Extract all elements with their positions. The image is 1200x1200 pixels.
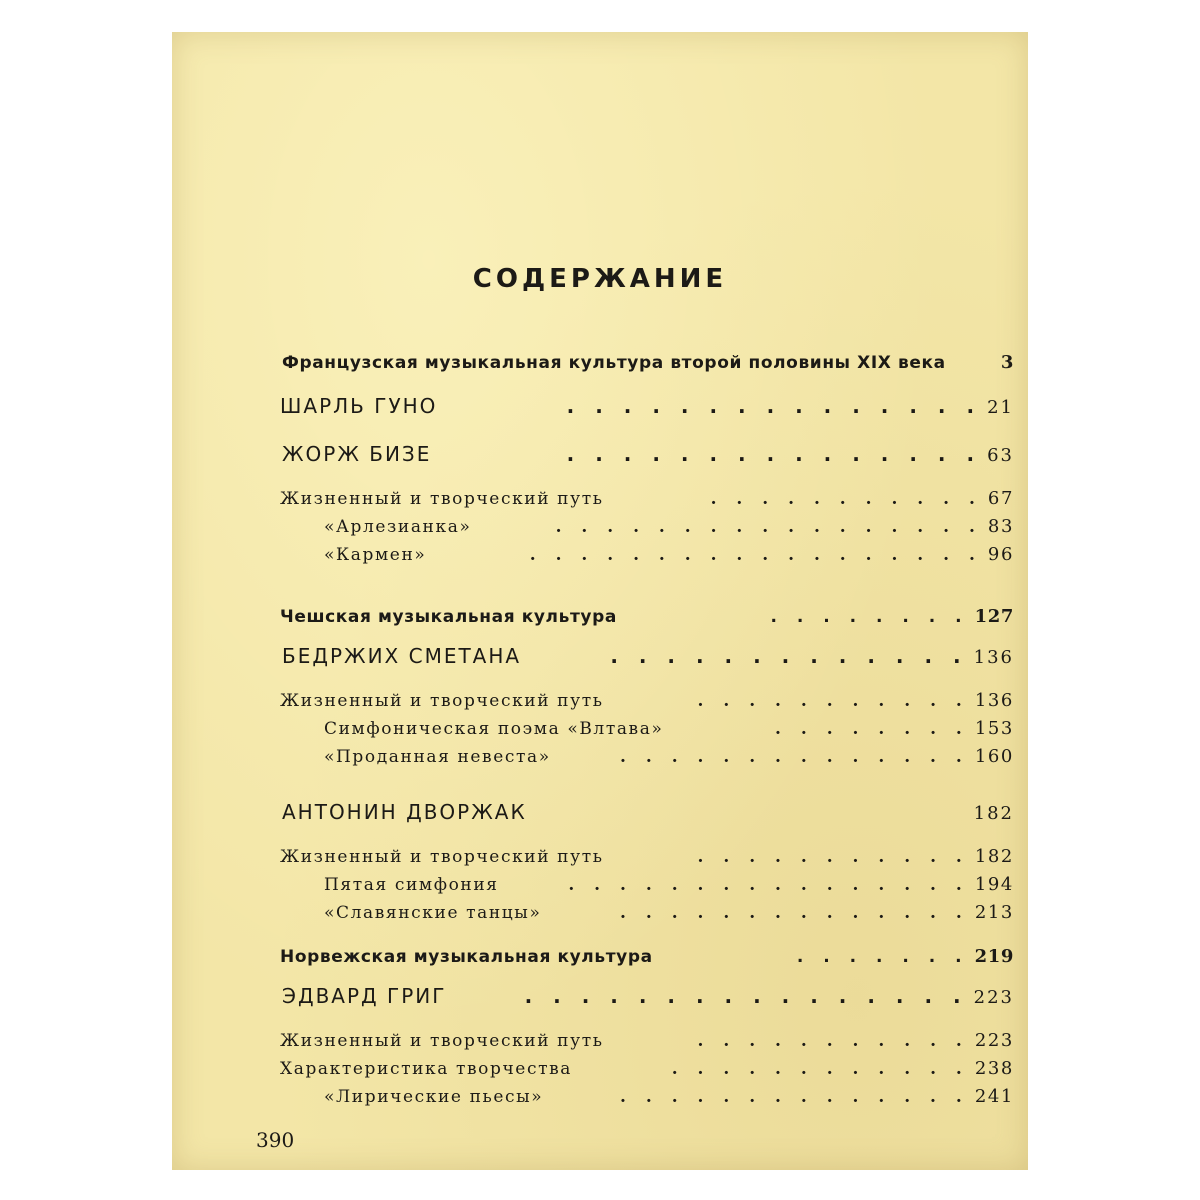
toc-leader-dots: . . . . . . . . . . . bbox=[697, 847, 969, 867]
toc-page-number: 67 bbox=[987, 488, 1014, 509]
toc-entry-label: ЖОРЖ БИЗЕ bbox=[282, 442, 432, 466]
toc-page-number: 136 bbox=[974, 690, 1014, 711]
toc-leader-dots: . . . . . . . . . . . . . bbox=[610, 644, 968, 668]
toc-leader-dots: . . . . . . . . . . . . . . . . bbox=[524, 984, 968, 1008]
toc-entry-label: Норвежская музыкальная культура bbox=[280, 947, 653, 967]
toc-leader-dots: . . . . . . . . . . . . . . bbox=[620, 903, 969, 923]
toc-entry-label: Жизненный и творческий путь bbox=[280, 691, 604, 711]
toc-entry-label: «Кармен» bbox=[324, 545, 427, 565]
toc-entry-french-culture bbox=[282, 352, 1014, 373]
toc-entry-label: Французская музыкальная культура второй половины XIX века bbox=[282, 353, 946, 373]
toc-entry-dvorak-life bbox=[280, 846, 1014, 867]
toc-entry-gounod bbox=[280, 394, 1014, 418]
toc-page-number: 194 bbox=[974, 874, 1014, 895]
toc-page-number: 136 bbox=[973, 647, 1014, 668]
toc-page-number: 241 bbox=[974, 1086, 1014, 1107]
toc-entry-label: Характеристика творчества bbox=[280, 1059, 573, 1079]
toc-leader-dots: . . . . . . . . . . . bbox=[697, 1031, 969, 1051]
toc-leader-dots: . . . . . . . . bbox=[775, 719, 969, 739]
toc-entry-label: Жизненный и творческий путь bbox=[280, 489, 604, 509]
toc-leader-dots: . . . . . . . . . . . . . . bbox=[620, 1087, 969, 1107]
toc-entry-label: ШАРЛЬ ГУНО bbox=[280, 394, 438, 418]
page-title: СОДЕРЖАНИЕ bbox=[472, 264, 728, 294]
toc-entry-bizet-life bbox=[280, 488, 1014, 509]
toc-page-number: 127 bbox=[974, 606, 1014, 627]
toc-page-number: 219 bbox=[974, 946, 1014, 967]
toc-page-number: 223 bbox=[974, 1030, 1014, 1051]
toc-entry-bartered-bride bbox=[324, 746, 1014, 767]
toc-page-number: 83 bbox=[987, 516, 1014, 537]
toc-entry-label: ЭДВАРД ГРИГ bbox=[282, 984, 447, 1008]
toc-entry-norwegian-culture bbox=[280, 946, 1014, 967]
toc-page-number: 182 bbox=[973, 803, 1014, 824]
toc-entry-slavonic-dances bbox=[324, 902, 1014, 923]
toc-page-number: 223 bbox=[973, 987, 1014, 1008]
toc-entry-fifth-symphony bbox=[324, 874, 1014, 895]
book-page bbox=[172, 32, 1028, 1170]
toc-entry-smetana-life bbox=[280, 690, 1014, 711]
toc-leader-dots: . . . . . . . . . . . . . . . bbox=[566, 442, 982, 466]
toc-entry-grieg bbox=[282, 984, 1014, 1008]
toc-page-number: 96 bbox=[987, 544, 1014, 565]
toc-entry-grieg-characteristics bbox=[280, 1058, 1014, 1079]
toc-leader-dots: . . . . . . . . bbox=[770, 607, 969, 627]
toc-page-number: 182 bbox=[974, 846, 1014, 867]
toc-page-number: 213 bbox=[974, 902, 1014, 923]
toc-leader-dots: . . . . . . . . . . . bbox=[710, 489, 982, 509]
toc-leader-dots: . . . . . . . . . . . . . . . . . bbox=[555, 517, 982, 537]
toc-entry-label: Жизненный и творческий путь bbox=[280, 1031, 604, 1051]
toc-entry-arlesienne bbox=[324, 516, 1014, 537]
toc-leader-dots: . . . . . . . . . . . . . . bbox=[620, 747, 969, 767]
toc-entry-label: Пятая симфония bbox=[324, 875, 499, 895]
toc-page-number: 238 bbox=[974, 1058, 1014, 1079]
toc-leader-dots: . . . . . . . . . . . bbox=[697, 691, 969, 711]
toc-page-number: 3 bbox=[1000, 352, 1014, 373]
toc-entry-lyric-pieces bbox=[324, 1086, 1014, 1107]
toc-leader-dots: . . . . . . . . . . . . . . . . bbox=[568, 875, 969, 895]
toc-leader-dots: . . . . . . . . . . . . . . . bbox=[566, 394, 982, 418]
toc-entry-czech-culture bbox=[280, 606, 1014, 627]
toc-leader-dots: . . . . . . . bbox=[796, 947, 969, 967]
toc-entry-label: Жизненный и творческий путь bbox=[280, 847, 604, 867]
toc-entry-bizet bbox=[282, 442, 1014, 466]
toc-page-number: 153 bbox=[974, 718, 1014, 739]
toc-leader-dots: . . . . . . . . . . . . bbox=[671, 1059, 969, 1079]
toc-entry-dvorak bbox=[282, 800, 1014, 824]
toc-entry-smetana bbox=[282, 644, 1014, 668]
page-number: 390 bbox=[256, 1128, 295, 1152]
toc-leader-dots: . . . . . . . . . . . . . . . . . . bbox=[529, 545, 982, 565]
toc-page-number: 63 bbox=[987, 445, 1014, 466]
toc-entry-label: «Славянские танцы» bbox=[324, 903, 542, 923]
toc-entry-vltava bbox=[324, 718, 1014, 739]
toc-entry-label: Симфоническая поэма «Влтава» bbox=[324, 719, 664, 739]
toc-entry-label: «Лирические пьесы» bbox=[324, 1087, 544, 1107]
toc-entry-label: Чешская музыкальная культура bbox=[280, 607, 617, 627]
toc-entry-label: АНТОНИН ДВОРЖАК bbox=[282, 800, 527, 824]
toc-entry-grieg-life bbox=[280, 1030, 1014, 1051]
toc-entry-carmen bbox=[324, 544, 1014, 565]
toc-entry-label: «Проданная невеста» bbox=[324, 747, 551, 767]
toc-page-number: 160 bbox=[974, 746, 1014, 767]
toc-page-number: 21 bbox=[987, 397, 1014, 418]
toc-entry-label: БЕДРЖИХ СМЕТАНА bbox=[282, 644, 522, 668]
toc-entry-label: «Арлезианка» bbox=[324, 517, 472, 537]
